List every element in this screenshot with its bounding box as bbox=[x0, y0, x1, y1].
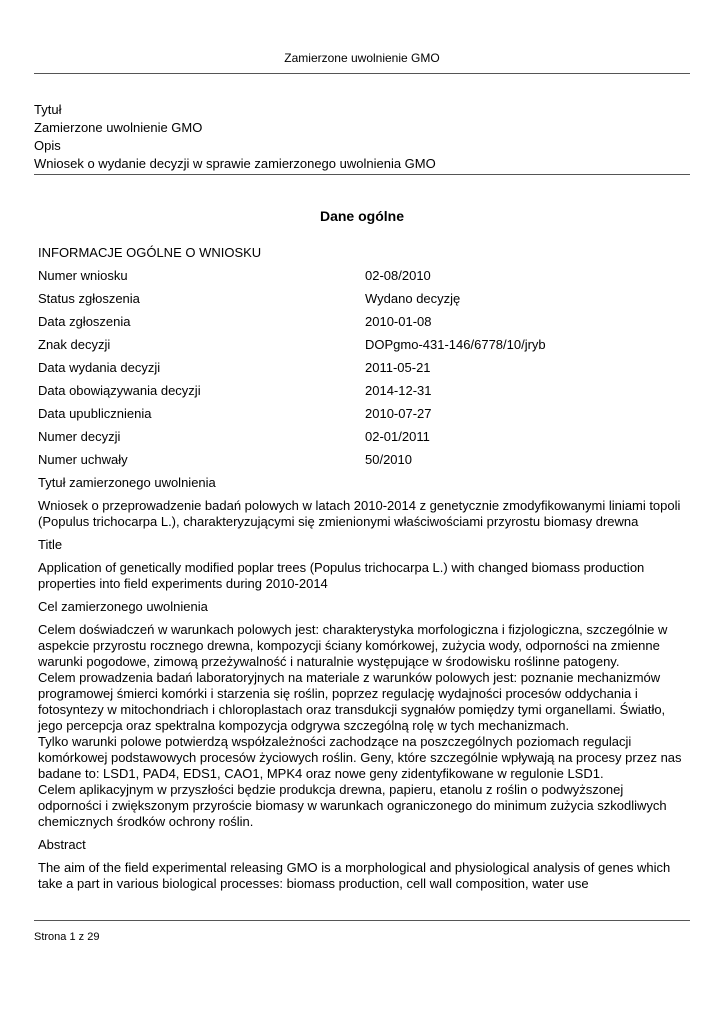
running-header: Zamierzone uwolnienie GMO bbox=[284, 51, 440, 65]
document-meta bbox=[34, 101, 436, 173]
goal-paragraph: Celem doświadczeń w warunkach polowych jest: charakterystyka morfologiczna i fizjologiczna, szczególnie w aspekcie przyrostu rocznego drewna, kompozycji ściany komórkowej, zużycia wody, odporności na zmienne warunki pogodowe, zimową przeżywalność i naturalnie występujące w środowisku roślinne patogeny. bbox=[38, 622, 668, 669]
info-label: Numer wniosku bbox=[38, 268, 128, 283]
info-row-decision-date bbox=[38, 360, 690, 376]
info-row-validity-date bbox=[38, 383, 690, 399]
info-value: DOPgmo-431-146/6778/10/jryb bbox=[365, 337, 546, 352]
meta-title-value: Zamierzone uwolnienie GMO bbox=[34, 120, 203, 135]
meta-description-label: Opis bbox=[34, 138, 61, 153]
title-en-text: Application of genetically modified poplar trees (Populus trichocarpa L.) with changed biomass production properties into field experiments during 2010-2014 bbox=[38, 560, 645, 591]
general-info-content bbox=[38, 245, 690, 899]
goal-paragraph: Celem prowadzenia badań laboratoryjnych na materiale z warunków polowych jest: poznanie mechanizmów programowej śmierci komórki i starzenia się roślin, poprzez regulację wydajności procesów oddychania i fotosyntezy w mitochondriach i chloroplastach oraz transdukcji sygnałów pomiędzy tymi organellami. Światło, jego percepcja oraz spektralna kompozycja odgrywa szczególną rolę w tych mechanizmach. bbox=[38, 670, 666, 733]
info-value: 2010-07-27 bbox=[365, 406, 432, 421]
info-label: Numer decyzji bbox=[38, 429, 121, 444]
info-value: 50/2010 bbox=[365, 452, 412, 467]
info-label: Status zgłoszenia bbox=[38, 291, 140, 306]
meta-description-value: Wniosek o wydanie decyzji w sprawie zamierzonego uwolnienia GMO bbox=[34, 156, 436, 171]
info-label: Data obowiązywania decyzji bbox=[38, 383, 201, 398]
release-goal-text bbox=[38, 622, 690, 830]
info-value: 2011-05-21 bbox=[365, 360, 431, 375]
page-number: Strona 1 z 29 bbox=[34, 931, 100, 943]
title-en-label: Title bbox=[38, 537, 63, 552]
info-label: Znak decyzji bbox=[38, 337, 111, 352]
info-row-resolution-number bbox=[38, 452, 690, 468]
info-row-publication-date bbox=[38, 406, 690, 422]
goal-paragraph: Celem aplikacyjnym w przyszłości będzie produkcja drewna, papieru, etanolu z roślin o podwyższonej odporności i zwiększonym przyroście biomasy w warunkach ograniczonego do minimum zużycia szkodliwych chemicznych środków ochrony roślin. bbox=[38, 782, 667, 829]
info-label: Numer uchwały bbox=[38, 452, 128, 467]
info-row-application-number bbox=[38, 268, 690, 284]
header-rule bbox=[34, 73, 690, 74]
meta-title-label: Tytuł bbox=[34, 102, 62, 117]
info-row-status bbox=[38, 291, 690, 307]
abstract-label: Abstract bbox=[38, 837, 86, 852]
release-goal-label: Cel zamierzonego uwolnienia bbox=[38, 599, 208, 614]
info-label: Data zgłoszenia bbox=[38, 314, 131, 329]
general-info-heading: INFORMACJE OGÓLNE O WNIOSKU bbox=[38, 245, 262, 260]
release-title-text: Wniosek o przeprowadzenie badań polowych w latach 2010-2014 z genetycznie zmodyfikowanymi liniami topoli (Populus trichocarpa L.), charakteryzującymi się zmienionymi właściwościami przyrostu biomasy drewna bbox=[38, 498, 681, 529]
info-label: Data upublicznienia bbox=[38, 406, 152, 421]
info-value: 02-01/2011 bbox=[365, 429, 430, 444]
goal-paragraph: Tylko warunki polowe potwierdzą współzależności zachodzące na poszczególnych poziomach regulacji komórkowej podstawowych procesów życiowych roślin. Geny, które szczególnie wpływają na procesy przez nas badane to: LSD1, PAD4, EDS1, CAO1, MPK4 oraz nowe geny zidentyfikowane w regulonie LSD1. bbox=[38, 734, 682, 781]
info-row-decision-mark bbox=[38, 337, 690, 353]
abstract-text: The aim of the field experimental releasing GMO is a morphological and physiological analysis of genes which take a part in various biological processes: biomass production, cell wall composition, water use bbox=[38, 860, 671, 891]
footer-rule bbox=[34, 920, 690, 921]
section-title: Dane ogólne bbox=[319, 208, 404, 224]
info-value: 2010-01-08 bbox=[365, 314, 432, 329]
meta-rule bbox=[34, 174, 690, 175]
info-row-decision-number bbox=[38, 429, 690, 445]
release-title-label: Tytuł zamierzonego uwolnienia bbox=[38, 475, 216, 490]
info-value: 02-08/2010 bbox=[365, 268, 431, 283]
info-value: Wydano decyzję bbox=[365, 291, 461, 306]
info-label: Data wydania decyzji bbox=[38, 360, 161, 375]
info-row-submission-date bbox=[38, 314, 690, 330]
info-value: 2014-12-31 bbox=[365, 383, 432, 398]
